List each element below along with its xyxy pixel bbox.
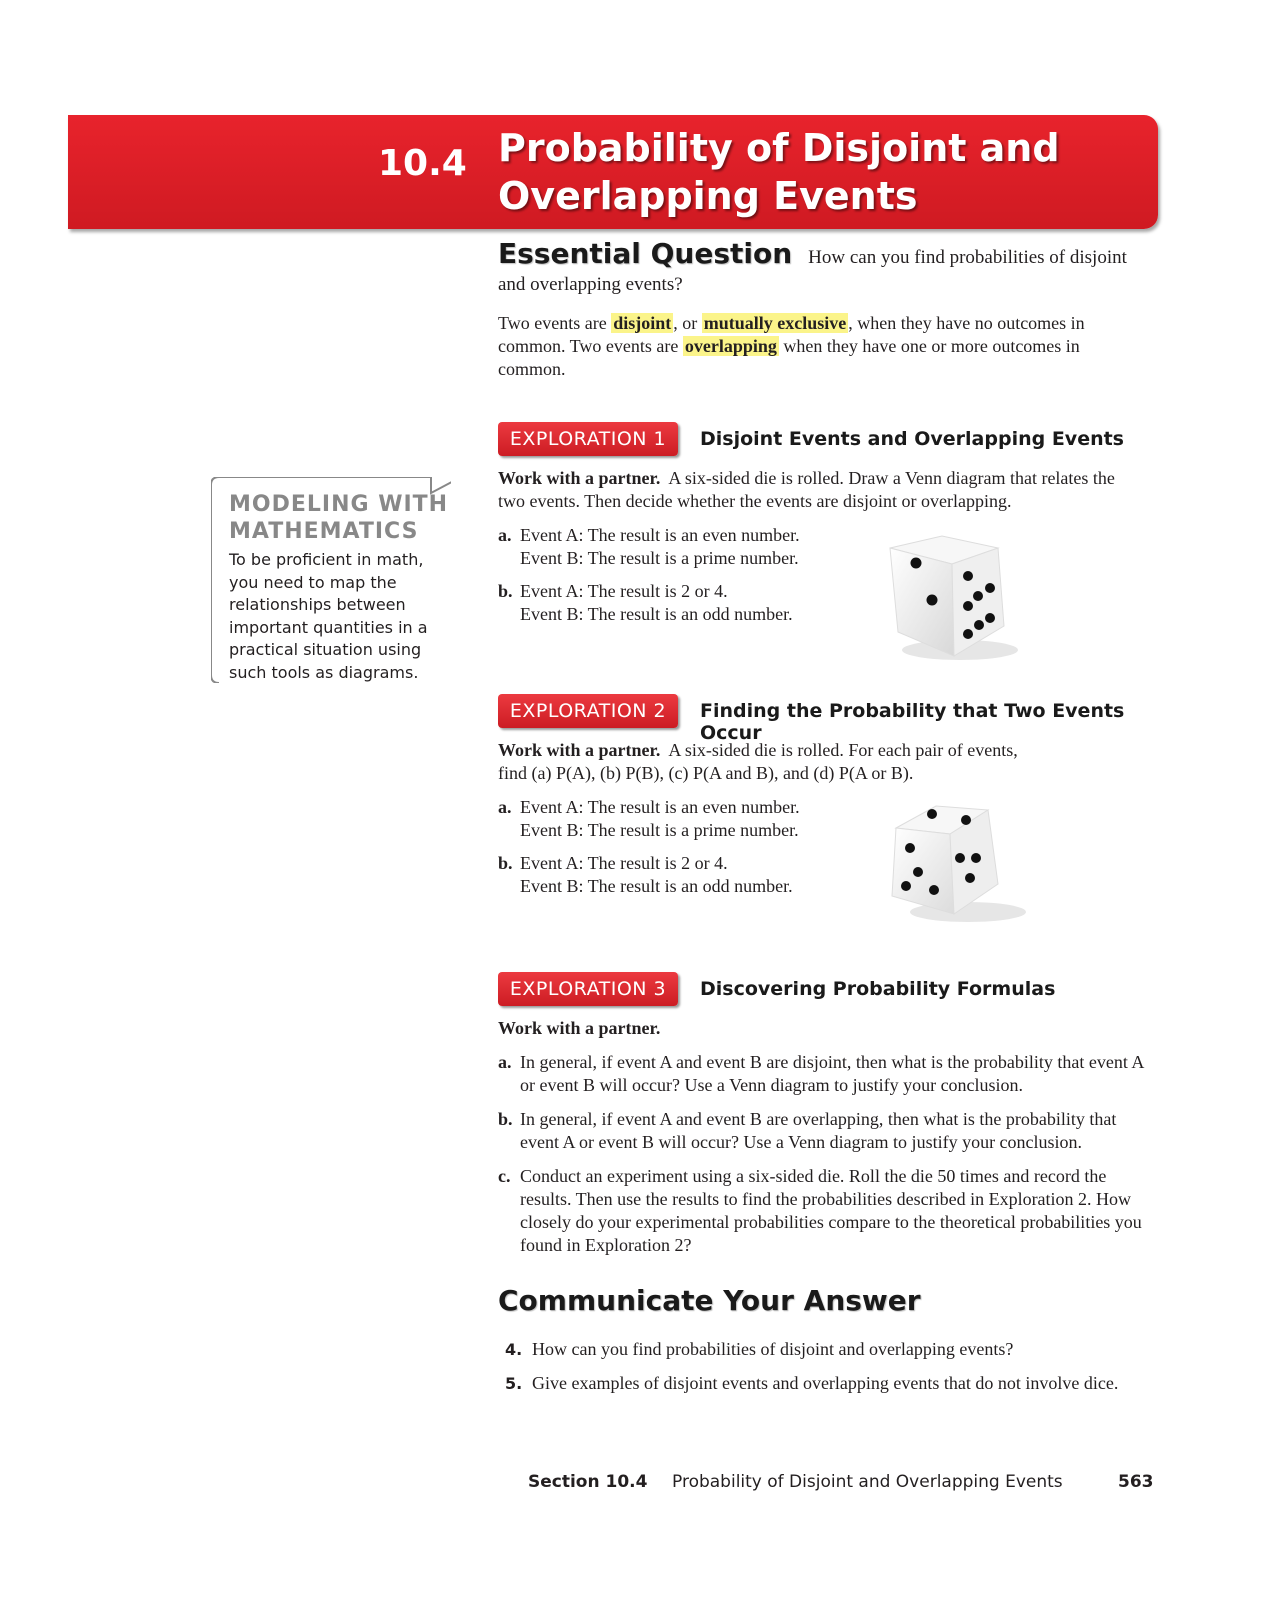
exploration-3-lead: Work with a partner. [498,1018,661,1038]
exploration-1-item-b [498,580,1138,626]
footer-section: Section 10.4 [528,1472,648,1492]
event-b-text: Event B: The result is a prime number. [520,820,799,840]
communicate-heading: Communicate Your Answer [498,1284,921,1317]
essential-question-text: How can you find probabilities of disjoint and overlapping events? [498,247,1127,295]
term-disjoint: disjoint [613,313,672,333]
event-a-text: Event A: The result is 2 or 4. [520,853,728,873]
exploration-2-instruction-text: find (a) P(A), (b) P(B), (c) P(A and B), and (d) P(A or B). [498,763,914,783]
event-a-text: Event A: The result is an even number. [520,797,800,817]
event-b-text: Event B: The result is a prime number. [520,548,799,568]
event-a-text: Event A: The result is 2 or 4. [520,581,728,601]
term-mutually-exclusive: mutually exclusive [703,313,847,333]
item-text: Conduct an experiment using a six-sided die. Roll the die 50 times and record the results. Then use the results to find the probabilities described in Exploration 2. How closely do your experimental probabilities compare to the theoretical probabilities you found in Exploration 2? [520,1166,1142,1255]
exploration-1-title: Disjoint Events and Overlapping Events [700,428,1124,450]
exploration-2-badge: EXPLORATION 2 [498,694,678,728]
die-icon [888,798,1038,928]
modeling-sidebar [211,477,451,683]
intro-text: Two events are [498,313,612,333]
footer-title: Probability of Disjoint and Overlapping Events [672,1472,1063,1492]
exploration-1-item-a [498,524,1138,570]
item-label: a. [498,525,512,545]
question-text: How can you find probabilities of disjoint and overlapping events? [532,1339,1014,1359]
exploration-3-title: Discovering Probability Formulas [700,978,1056,1000]
event-b-text: Event B: The result is an odd number. [520,604,793,624]
item-label: b. [498,853,513,873]
event-b-text: Event B: The result is an odd number. [520,876,793,896]
item-label: b. [498,581,513,601]
section-title-line2: Overlapping Events [498,174,918,218]
exploration-3-item-c [498,1165,1148,1257]
die-icon [880,528,1030,668]
exploration-1-lead: Work with a partner. [498,468,661,488]
section-title [498,124,1138,220]
question-text: Give examples of disjoint events and overlapping events that do not involve dice. [532,1373,1119,1393]
exploration-2-instruction-text: A six-sided die is rolled. For each pair of events, [668,740,1018,760]
intro-text: when they have one or more outcomes in common. [498,336,1080,379]
exploration-3-instruction [498,1017,1138,1040]
intro-paragraph [498,312,1118,381]
exploration-3-badge: EXPLORATION 3 [498,972,678,1006]
page-number: 563 [1118,1472,1154,1492]
exploration-3-item-b [498,1108,1148,1154]
intro-text: , or [673,313,702,333]
sidebar-text: To be proficient in math, you need to map the relationships between important quantities in a practical situation using such tools as diagrams. [229,550,428,682]
item-label: c. [498,1166,511,1186]
exploration-1-instruction [498,467,1138,513]
event-a-text: Event A: The result is an even number. [520,525,800,545]
exploration-3-item-a [498,1051,1148,1097]
question-4 [505,1338,1165,1361]
item-text: In general, if event A and event B are disjoint, then what is the probability that event A or event B will occur? Use a Venn diagram to justify your conclusion. [520,1052,1144,1095]
section-number: 10.4 [378,143,467,184]
item-label: b. [498,1109,513,1129]
exploration-1-badge: EXPLORATION 1 [498,422,678,456]
exploration-2-item-b [498,852,1138,898]
exploration-2-title: Finding the Probability that Two Events Occur [700,700,1125,744]
question-number: 5. [505,1374,523,1393]
item-label: a. [498,797,512,817]
exploration-2-lead: Work with a partner. [498,740,661,760]
question-number: 4. [505,1340,523,1359]
exploration-2-instruction [498,739,1138,785]
section-title-line1: Probability of Disjoint and [498,126,1060,170]
exploration-1-instruction-text: A six-sided die is rolled. Draw a Venn diagram that relates the two events. Then decide whether the events are disjoint or overlapping. [498,468,1115,511]
term-overlapping: overlapping [684,336,777,356]
essential-question-heading: Essential Question [498,237,793,270]
exploration-2-item-a [498,796,1138,842]
question-5 [505,1372,1165,1395]
item-text: In general, if event A and event B are overlapping, then what is the probability that event A or event B will occur? Use a Venn diagram to justify your conclusion. [520,1109,1117,1152]
intro-text: , when they have no outcomes in common. Two events are [498,313,1085,356]
essential-question [498,237,1158,298]
sidebar-title: MODELING WITH MATHEMATICS [229,492,449,544]
item-label: a. [498,1052,512,1072]
